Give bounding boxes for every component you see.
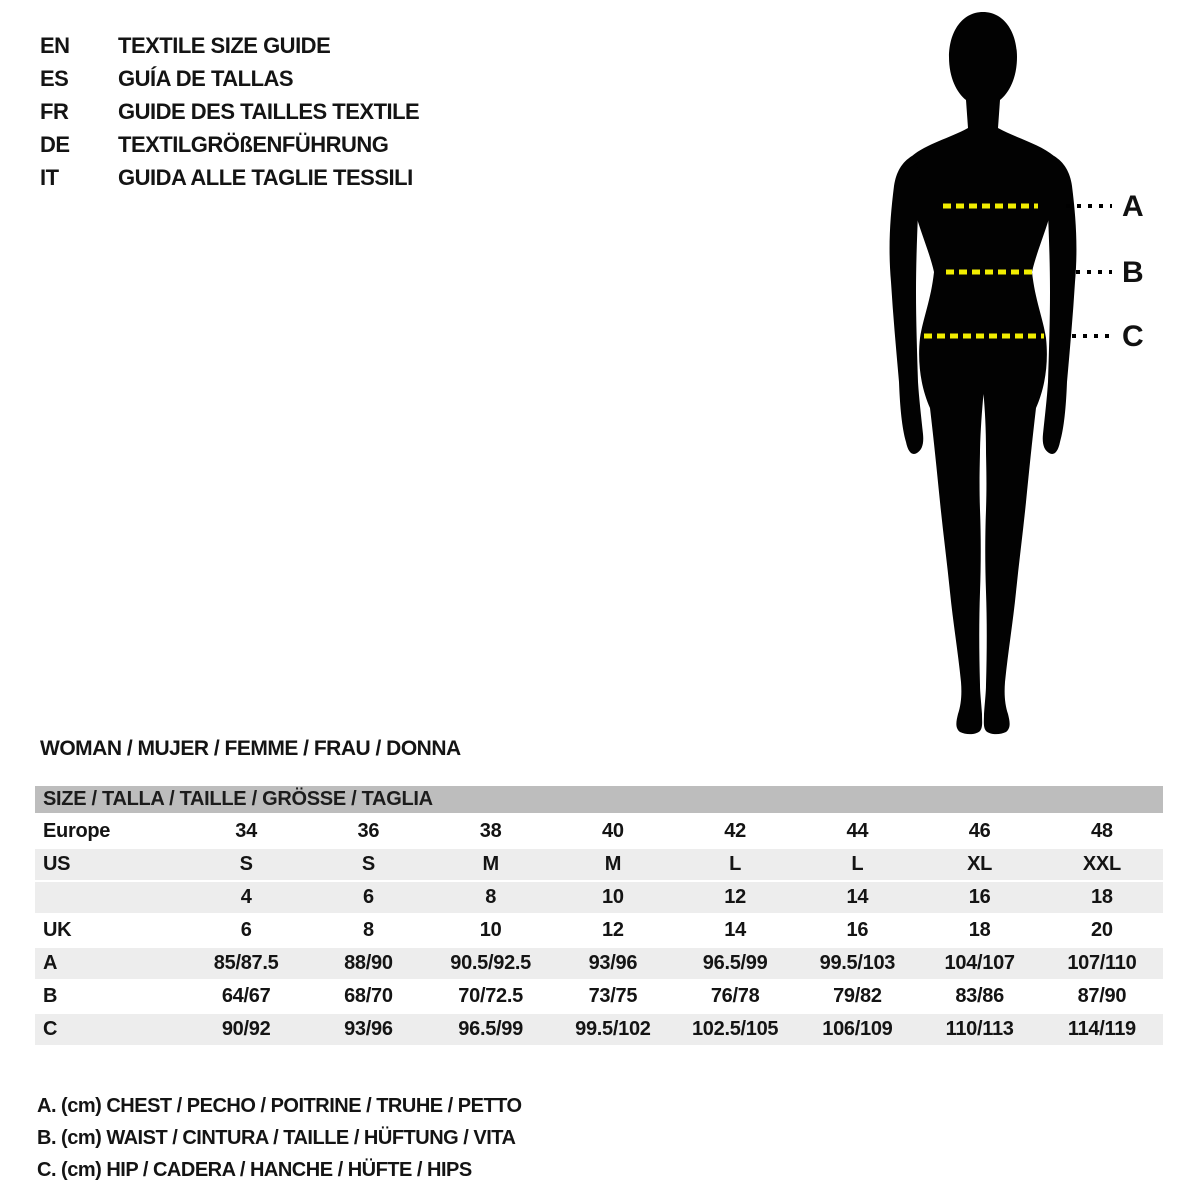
table-cell: 79/82 [833, 985, 882, 1007]
table-cell: 14 [846, 886, 869, 908]
language-code: IT [40, 164, 59, 190]
table-cell: L [851, 853, 864, 875]
language-title: GUIDA ALLE TAGLIE TESSILI [118, 164, 413, 190]
table-row [35, 948, 1163, 979]
table-cell: XL [967, 853, 993, 875]
table-cell: 14 [724, 919, 746, 941]
language-row [40, 95, 419, 128]
legend-line: C. (cm) HIP / CADERA / HANCHE / HÜFTE / HIPS [37, 1159, 472, 1181]
language-title: GUÍA DE TALLAS [118, 65, 294, 91]
table-cell: 6 [362, 886, 374, 908]
measurement-legend [37, 1090, 522, 1186]
language-row [40, 29, 419, 62]
table-row [35, 1014, 1163, 1045]
table-cell: 104/107 [944, 952, 1015, 974]
table-cell: 93/96 [588, 952, 638, 974]
language-code: ES [40, 65, 69, 91]
table-cell: 93/96 [344, 1018, 393, 1040]
table-cell: 106/109 [822, 1018, 893, 1040]
row-label: A [43, 952, 58, 974]
table-cell: 90/92 [221, 1018, 271, 1040]
table-cell: 73/75 [588, 985, 638, 1007]
language-title: TEXTILE SIZE GUIDE [118, 32, 331, 58]
woman-silhouette-right-arm [1043, 156, 1077, 454]
table-cell: 12 [724, 886, 746, 908]
size-figure [858, 0, 1200, 745]
table-cell: 20 [1091, 919, 1113, 941]
table-cell: 16 [968, 886, 991, 908]
row-label: B [43, 985, 58, 1007]
table-cell: 99.5/103 [819, 952, 896, 974]
table-cell: XXL [1082, 853, 1121, 875]
language-list [40, 29, 419, 194]
table-cell: 102.5/105 [691, 1018, 779, 1040]
language-row [40, 161, 419, 194]
table-row [35, 882, 1163, 913]
table-cell: 34 [235, 820, 257, 842]
table-header: SIZE / TALLA / TAILLE / GRÖSSE / TAGLIA [35, 786, 1163, 813]
table-cell: 10 [479, 919, 502, 941]
table-row [35, 816, 1163, 847]
table-cell: 46 [968, 820, 991, 842]
language-code: EN [40, 32, 70, 58]
table-cell: 42 [724, 820, 746, 842]
language-title: GUIDE DES TAILLES TEXTILE [118, 98, 420, 124]
table-cell: 4 [240, 886, 252, 908]
table-row [35, 915, 1163, 946]
language-row [40, 62, 419, 95]
table-row [35, 849, 1163, 880]
table-cell: 36 [357, 820, 380, 842]
language-row [40, 128, 419, 161]
language-title: TEXTILGRÖßENFÜHRUNG [118, 131, 389, 157]
table-cell: M [604, 853, 622, 875]
table-cell: 18 [968, 919, 991, 941]
legend-line: B. (cm) WAIST / CINTURA / TAILLE / HÜFTUNG / VITA [37, 1127, 516, 1149]
table-cell: 8 [362, 919, 374, 941]
table-cell: 90.5/92.5 [450, 952, 531, 974]
row-label: C [43, 1018, 58, 1040]
legend-line: A. (cm) CHEST / PECHO / POITRINE / TRUHE / PETTO [37, 1095, 522, 1117]
table-cell: 70/72.5 [458, 985, 523, 1007]
table-cell: 48 [1091, 820, 1113, 842]
language-code: FR [40, 98, 69, 124]
row-label: US [43, 853, 71, 875]
table-cell: M [482, 853, 499, 875]
table-cell: 64/67 [221, 985, 271, 1007]
waist-marker-label: B [1122, 256, 1144, 289]
table-row [35, 981, 1163, 1012]
woman-silhouette-body [901, 12, 1065, 734]
chest-marker-label: A [1122, 190, 1144, 223]
table-cell: 114/119 [1067, 1018, 1136, 1040]
table-cell: S [361, 853, 375, 875]
table-cell: 12 [602, 919, 624, 941]
table-cell: 88/90 [344, 952, 393, 974]
table-cell: 44 [846, 820, 869, 842]
table-body [35, 816, 1163, 1045]
table-cell: 99.5/102 [575, 1018, 651, 1040]
table-cell: 85/87.5 [213, 952, 279, 974]
table-cell: 83/86 [955, 985, 1004, 1007]
table-cell: 18 [1091, 886, 1113, 908]
section-title: WOMAN / MUJER / FEMME / FRAU / DONNA [40, 737, 461, 760]
table-cell: 96.5/99 [702, 952, 768, 974]
table-cell: 10 [602, 886, 624, 908]
table-cell: 38 [479, 820, 502, 842]
table-cell: S [239, 853, 253, 875]
language-code: DE [40, 131, 70, 157]
table-cell: 8 [485, 886, 497, 908]
table-cell: 16 [846, 919, 869, 941]
row-label: Europe [43, 820, 111, 842]
row-label: UK [43, 919, 72, 941]
row-label [35, 882, 185, 913]
hip-marker-label: C [1122, 320, 1144, 353]
table-cell: 76/78 [710, 985, 760, 1007]
size-table [35, 786, 1163, 1047]
table-cell: 110/113 [945, 1018, 1014, 1040]
table-cell: 107/110 [1067, 952, 1137, 974]
woman-silhouette-svg [858, 0, 1200, 745]
woman-silhouette-left-arm [890, 156, 924, 454]
table-cell: 6 [240, 919, 252, 941]
table-cell: 40 [602, 820, 624, 842]
table-cell: 96.5/99 [458, 1018, 523, 1040]
table-cell: 87/90 [1077, 985, 1127, 1007]
table-cell: L [729, 853, 742, 875]
table-cell: 68/70 [344, 985, 393, 1007]
